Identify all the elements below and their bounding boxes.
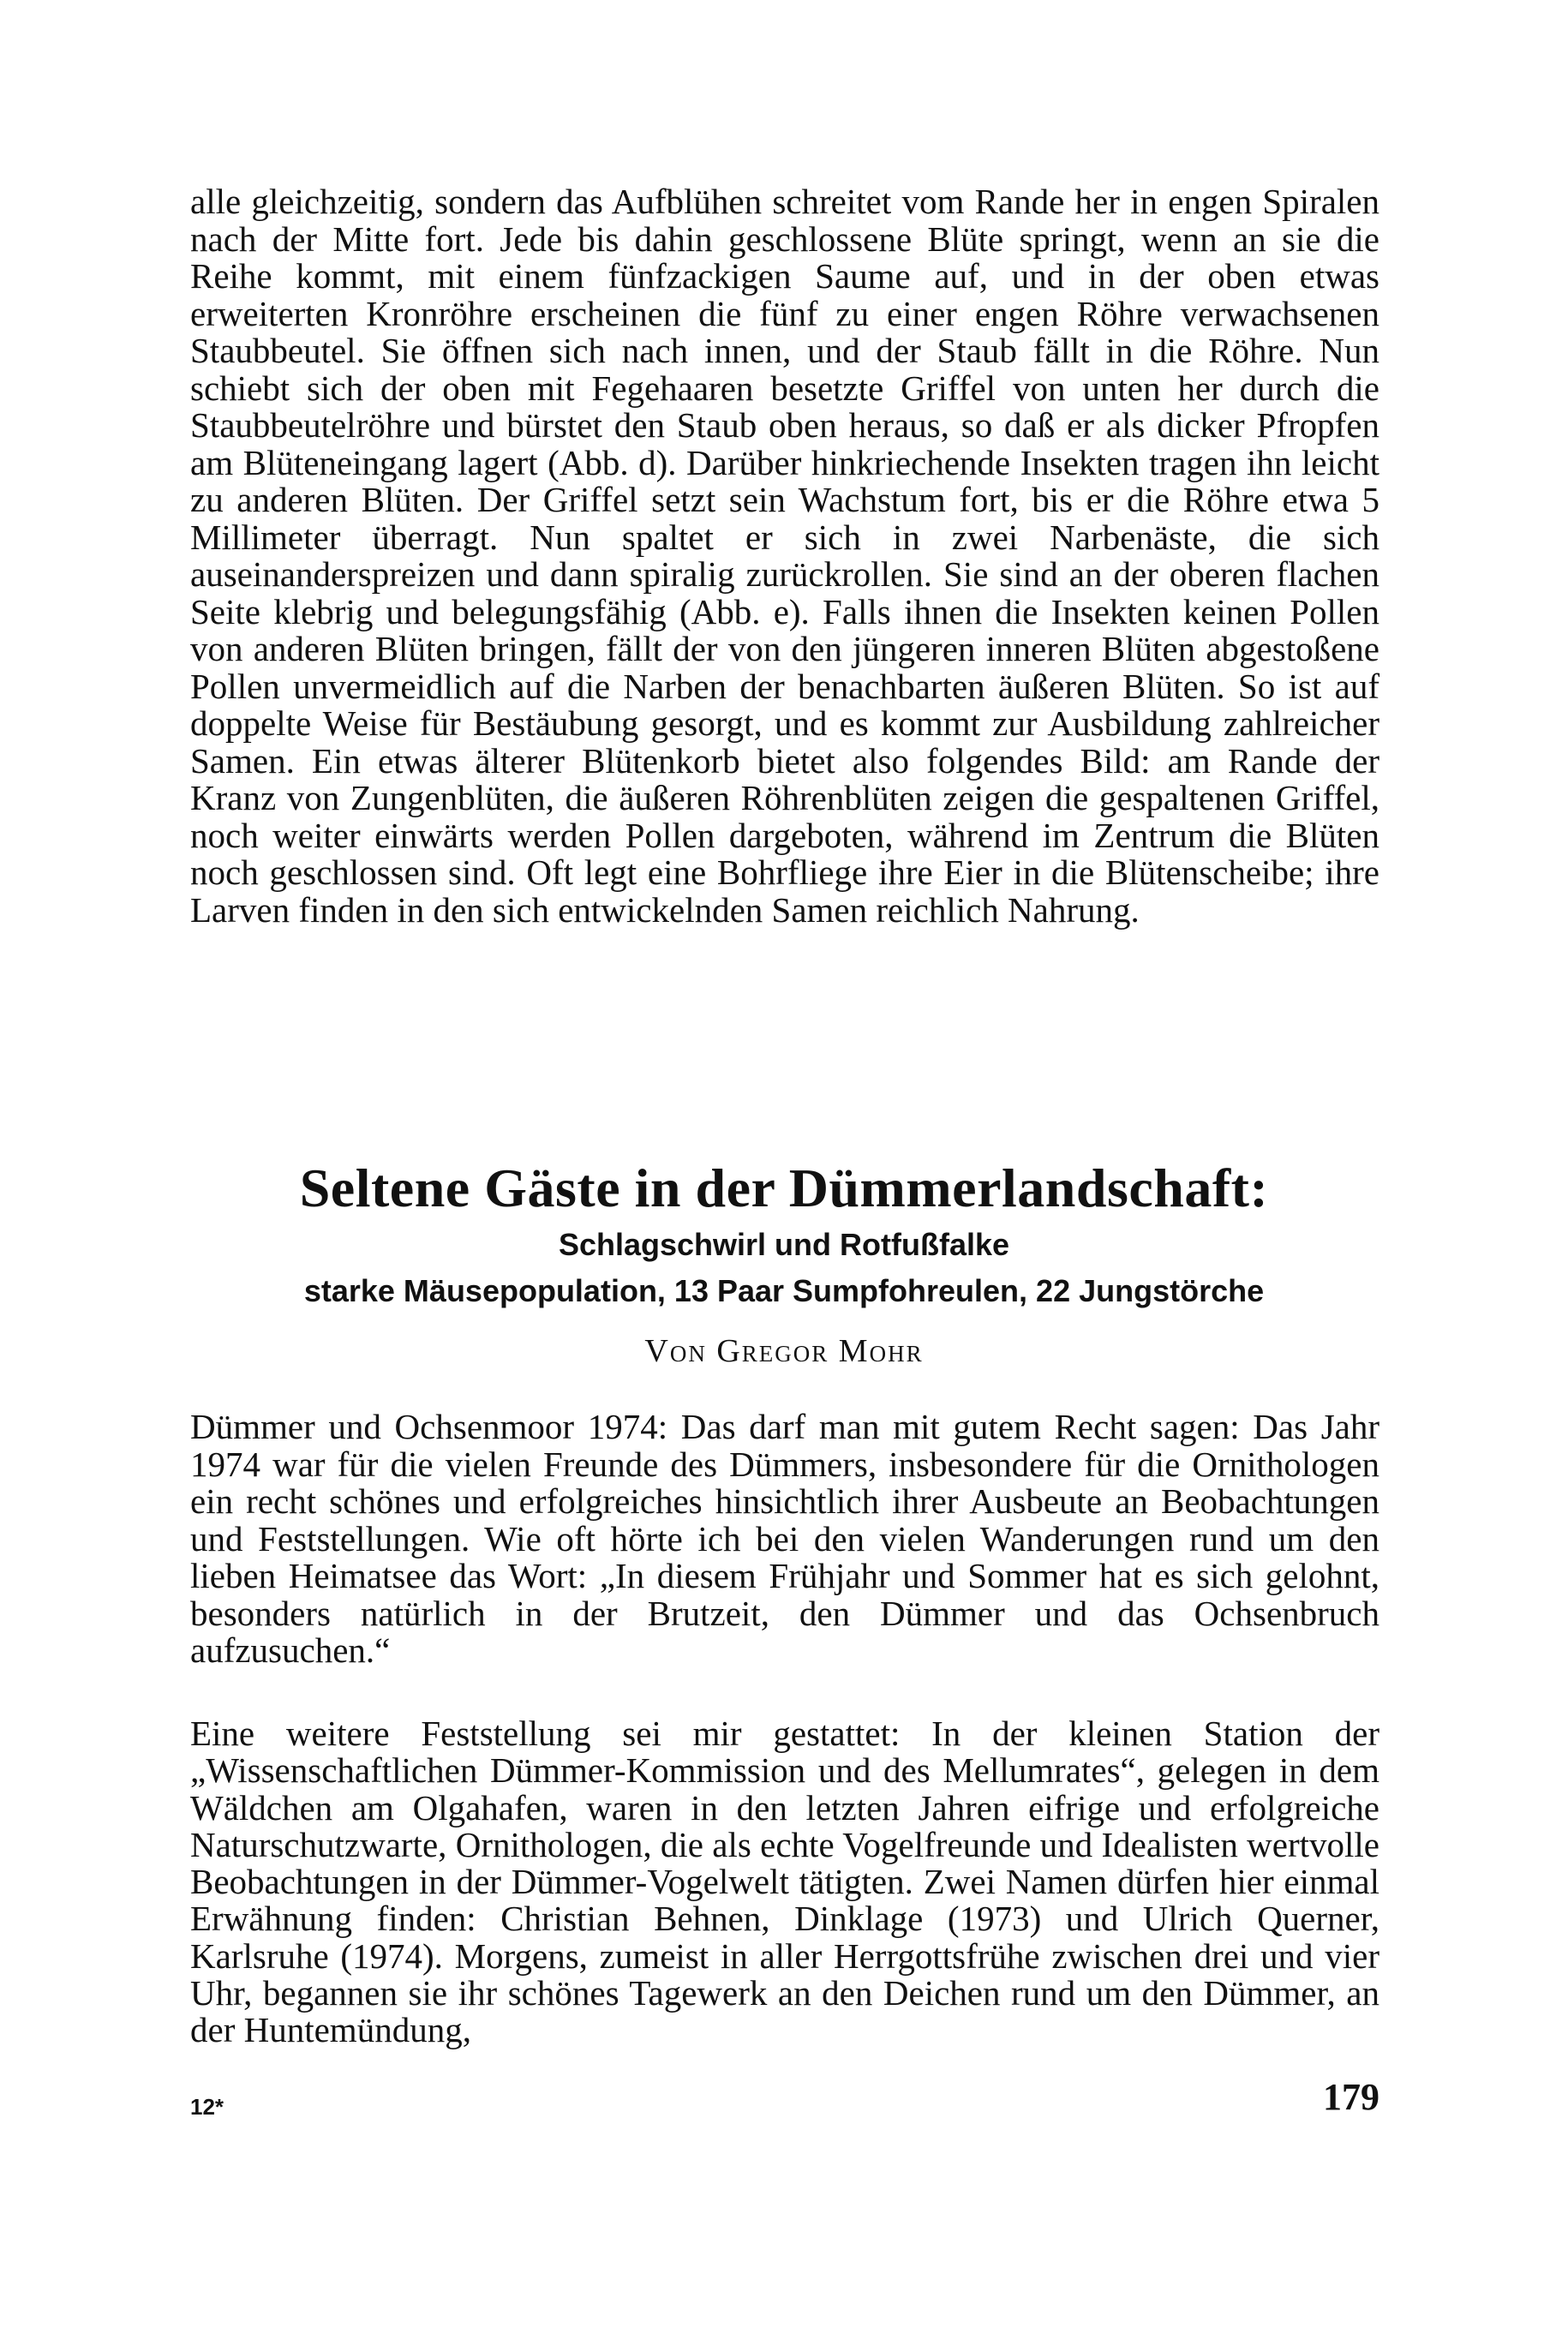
continuation-paragraph: alle gleichzeitig, sondern das Aufblühen schreitet vom Rande her in engen Spiralen nach der Mitte fort. Jede bis dahin geschlossene Blüte springt, wenn an sie die Reihe kommt, mit einem fünfzackigen Saume auf, und in der oben etwas erweiterten Kronröhre erscheinen die fünf zu einer engen Röhre verwachsenen Staubbeutel. Sie öffnen sich nach innen, und der Staub fällt in die Röhre. Nun schiebt sich der oben mit Fegehaaren besetzte Griffel von unten her durch die Staubbeutelröhre und bürstet den Staub oben heraus, so daß er als dicker Pfropfen am Blüteneingang lagert (Abb. d). Darüber hinkriechende Insekten tragen ihn leicht zu anderen Blüten. Der Griffel setzt sein Wachstum fort, bis er die Röhre etwa 5 Millimeter überragt. Nun spaltet er sich in zwei Narbenäste, die sich auseinanderspreizen und dann spiralig zurückrollen. Sie sind an der oberen flachen Seite klebrig und belegungsfähig (Abb. e). Falls ihnen die Insekten keinen Pollen von anderen Blüten bringen, fällt der von den jüngeren inneren Blüten abgestoßene Pollen unvermeidlich auf die Narben der benachbarten äußeren Blüten. So ist auf doppelte Weise für Bestäubung gesorgt, und es kommt zur Ausbildung zahlreicher Samen. Ein etwas älterer Blütenkorb bietet also folgendes Bild: am Rande der Kranz von Zungenblüten, die äußeren Röhrenblüten zeigen die gespaltenen Griffel, noch weiter einwärts werden Pollen dargeboten, während im Zentrum die Blüten noch geschlossen sind. Oft legt eine Bohrfliege ihre Eier in die Blütenscheibe; ihre Larven finden in den sich entwickelnden Samen reichlich Nahrung. — [190, 182, 1379, 930]
signature-mark: 12* — [190, 2094, 224, 2120]
article-author: Von Gregor Mohr — [644, 1333, 924, 1369]
page-number: 179 — [1323, 2076, 1379, 2118]
article-paragraph: Eine weitere Feststellung sei mir gestattet: In der kleinen Station der „Wissenschaftlichen Dümmer-Kommission und des Mellumrates“, gelegen in dem Wäldchen am Olgahafen, waren in den letzten Jahren eifrige und erfolgreiche Naturschutzwarte, Ornithologen, die als echte Vogelfreunde und Idealisten wertvolle Beobachtungen in der Dümmer-Vogelwelt tätigten. Zwei Namen dürfen hier einmal Erwähnung finden: Christian Behnen, Dinklage (1973) und Ulrich Querner, Karlsruhe (1974). Morgens, zumeist in aller Herrgottsfrühe zwischen drei und vier Uhr, begannen sie ihr schönes Tagewerk an den Deichen rund um den Dümmer, an der Huntemündung, — [190, 1714, 1379, 2050]
article-subtitle-2: starke Mäusepopulation, 13 Paar Sumpfohreulen, 22 Jungstörche — [303, 1273, 1265, 1308]
article-subtitle-1: Schlagschwirl und Rotfußfalke — [558, 1227, 1010, 1262]
article-paragraph: Dümmer und Ochsenmoor 1974: Das darf man mit gutem Recht sagen: Das Jahr 1974 war für die vielen Freunde des Dümmers, insbesondere für die Ornithologen ein recht schönes und erfolgreiches hinsichtlich ihrer Ausbeute an Beobachtungen und Feststellungen. Wie oft hörte ich bei den vielen Wanderungen rund um den lieben Heimatsee das Wort: „In diesem Frühjahr und Sommer hat es sich gelohnt, besonders natürlich in der Brutzeit, den Dümmer und das Ochsenbruch aufzusuchen.“ — [190, 1407, 1379, 1670]
article-title: Seltene Gäste in der Dümmerlandschaft: — [299, 1158, 1269, 1218]
